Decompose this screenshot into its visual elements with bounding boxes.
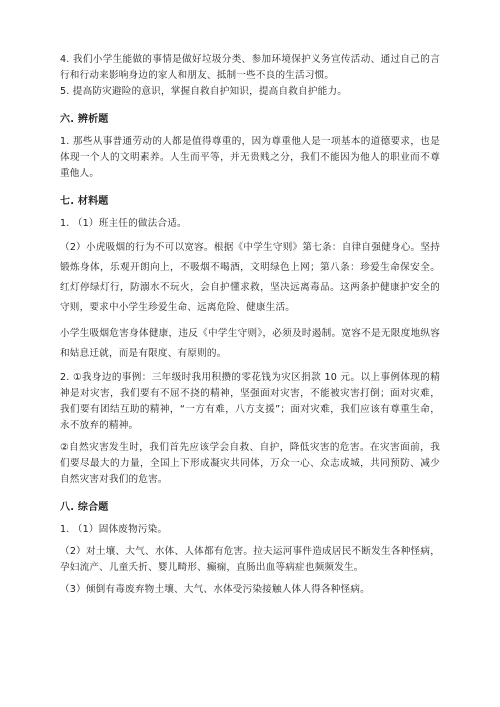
comprehensive-answer-1-3: （3）倾倒有毒废弃物土壤、大气、水体受污染接触人体人得各种怪病。	[60, 584, 370, 595]
answer-item-5: 5. 提高防灾避险的意识，掌握自救自护知识，提高自救自护能力。	[60, 86, 348, 97]
material-answer-2-1: 2. ①我身边的事例：三年级时我用积攒的零花钱为灾区捐款 10 元。以上事例体现的精神是对灾害，我们要有不屈不挠的精神，坚强面对灾害，不能被灾害打倒；面对灾难，我们要有团结互助的精神，“一方有难，八方支援”；面对灾难，我们应该有尊重生命，永不放弃的精神。	[60, 372, 440, 431]
comprehensive-answer-1-2: （2）对土壤、大气、水体、人体都有危害。拉夫运河事件造成居民不断发生各种怪病，孕妇流产、儿童夭折、婴儿畸形、癫痫，直肠出血等病症也频频发生。	[60, 546, 440, 573]
section-heading-8: 八. 综合题	[60, 502, 109, 513]
section-heading-7: 七. 材料题	[60, 196, 109, 207]
material-answer-2-2: ②自然灾害发生时，我们首先应该学会自救、自护，降低灾害的危害。在灾害面前，我们要尽最大的力量，全国上下形成凝灾共同体，万众一心、众志成城，共同预防、减少自然灾害对我们的危害。	[60, 442, 440, 485]
document-page	[60, 52, 440, 598]
material-answer-1-3: 小学生吸烟危害身体健康，违反《中学生守则》，必须及时遏制。宽容不是无限度地纵容和姑息迁就，而是有限度、有原则的。	[60, 328, 440, 359]
material-answer-1-1: 1. （1）班主任的做法合适。	[60, 218, 187, 229]
analysis-answer-1: 1. 那些从事普通劳动的人都是值得尊重的，因为尊重他人是一项基本的道德要求，也是体现一个人的文明素养。人生而平等，并无贵贱之分，我们不能因为他人的职业而不尊重他人。	[60, 136, 440, 179]
material-answer-1-2: （2）小虎吸烟的行为不可以宽容。根据《中学生守则》第七条：自律自强健身心。坚持锻炼身体，乐观开朗向上，不吸烟不喝酒，文明绿色上网；第八条：珍爱生命保安全。红灯停绿灯行，防溺水不玩火，会自护懂求救，坚决远离毒品。这两条护健康护安全的守则，要求中小学生珍爱生命、远离危险、健康生活。	[60, 242, 440, 313]
comprehensive-answer-1-1: 1. （1）固体废物污染。	[60, 524, 168, 535]
section-heading-6: 六. 辨析题	[60, 114, 109, 125]
answer-item-4: 4. 我们小学生能做的事情是做好垃圾分类、参加环境保护义务宣传活动、通过自己的言行和行动来影响身边的家人和朋友、抵制一些不良的生活习惯。	[60, 54, 440, 81]
